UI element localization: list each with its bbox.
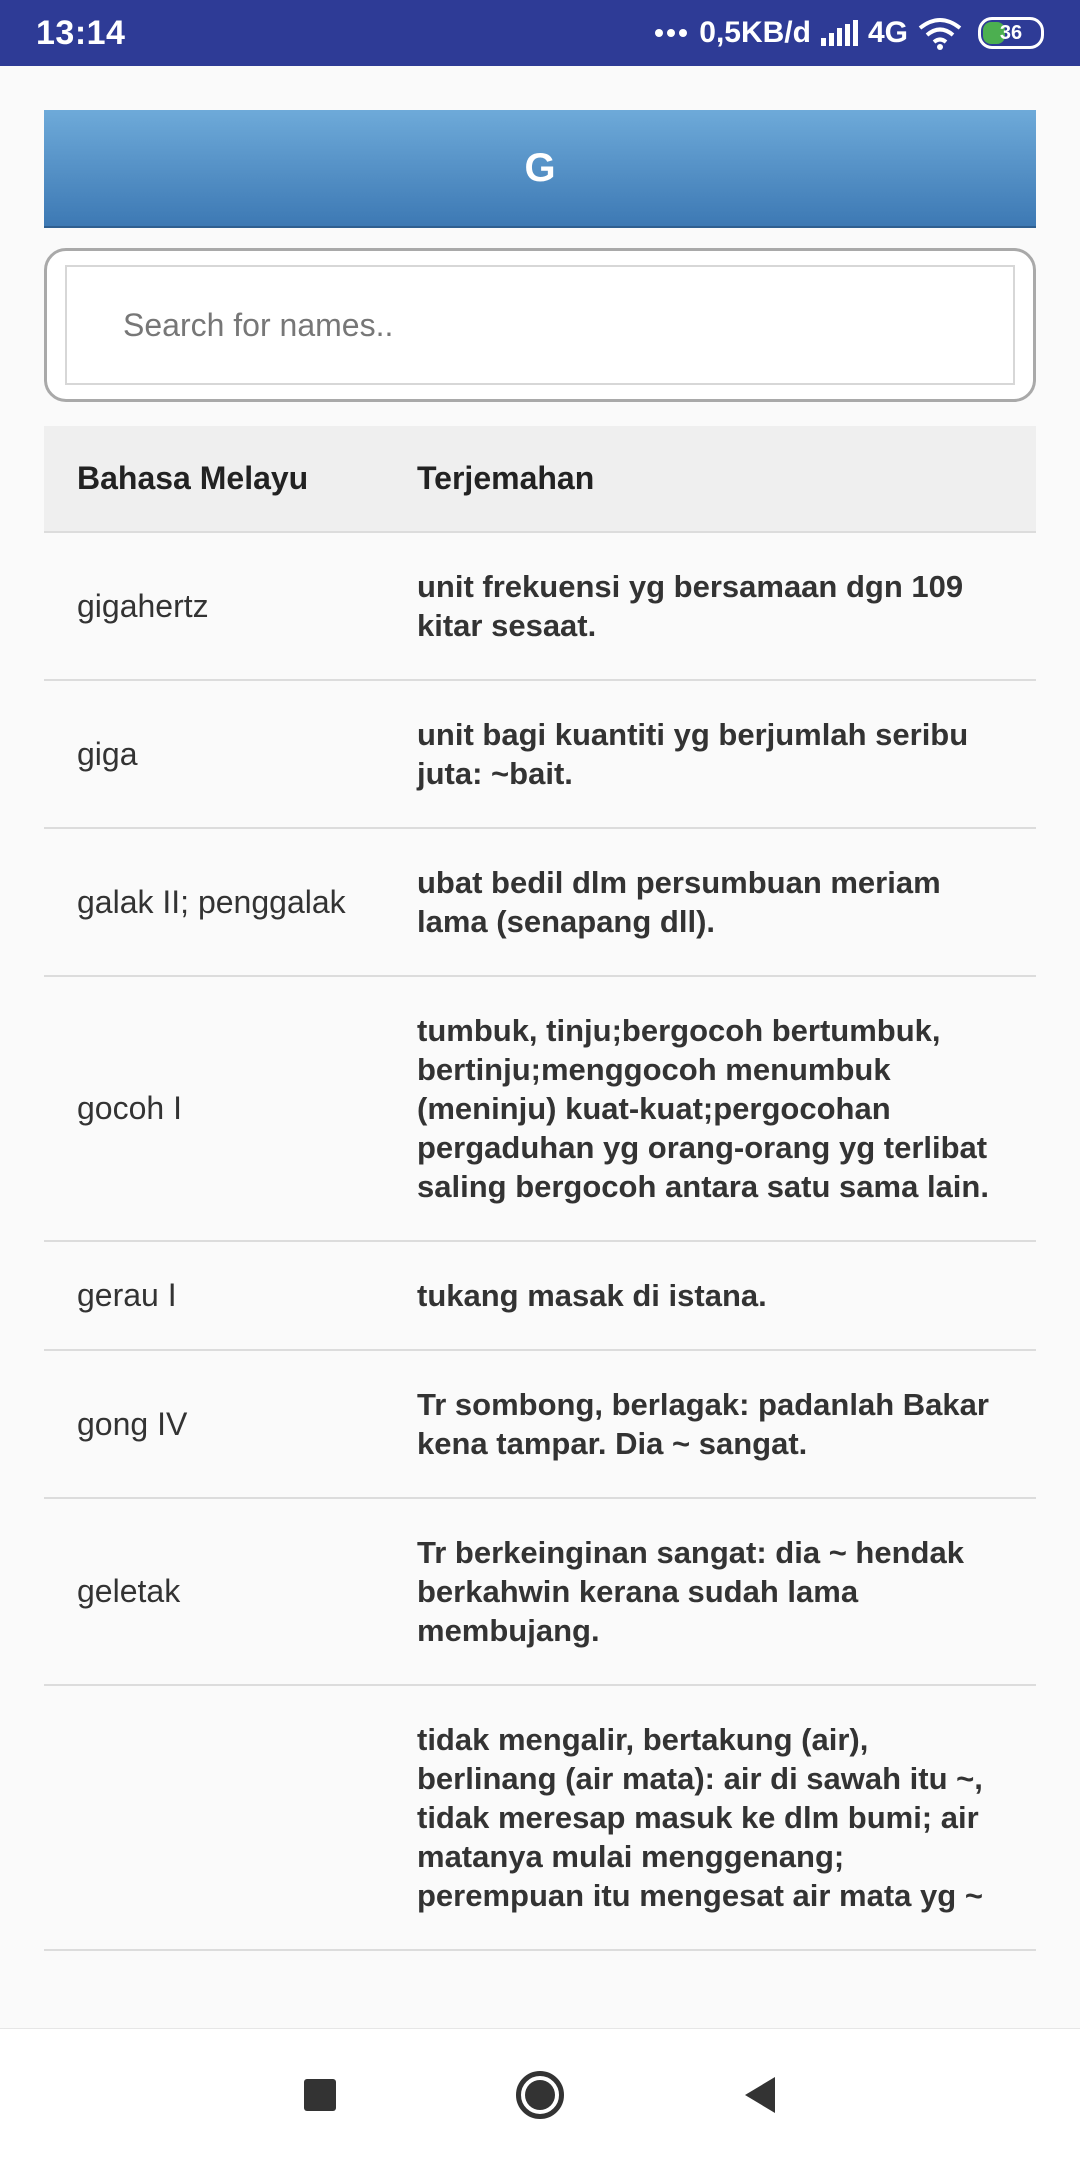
signal-icon: [821, 20, 858, 46]
table-row[interactable]: [44, 828, 1036, 976]
page-content: [0, 66, 1080, 2028]
navigation-bar: [0, 2028, 1080, 2160]
letter-header: [44, 110, 1036, 228]
meaning-cell: Tr sombong, berlagak: padanlah Bakar kena tampar. Dia ~ sangat.: [417, 1387, 989, 1461]
battery-level: 36: [999, 21, 1023, 44]
table-row[interactable]: [44, 1241, 1036, 1350]
back-triangle-icon: [745, 2077, 775, 2113]
square-icon: [304, 2079, 336, 2111]
word-cell: gong IV: [77, 1405, 188, 1442]
status-bar: [0, 0, 1080, 66]
status-indicators: [655, 16, 1044, 50]
word-cell: geletak: [77, 1573, 181, 1609]
more-notifications-icon: [655, 29, 687, 37]
search-container: [44, 248, 1036, 402]
word-cell: giga: [77, 735, 138, 772]
column-header-translation: Terjemahan: [417, 460, 595, 496]
table-row[interactable]: [44, 532, 1036, 680]
table-row[interactable]: [44, 1350, 1036, 1498]
meaning-cell: unit frekuensi yg bersamaan dgn 109 kitar sesaat.: [417, 569, 964, 643]
word-cell: gigahertz: [77, 587, 209, 624]
network-speed: 0,5KB/d: [699, 16, 811, 49]
back-button[interactable]: [725, 2060, 795, 2130]
letter-title: G: [524, 145, 556, 190]
search-input[interactable]: [65, 265, 1015, 385]
word-cell: galak II; penggalak: [77, 883, 346, 920]
table-row[interactable]: [44, 680, 1036, 828]
table-row[interactable]: [44, 1498, 1036, 1685]
table-header-row: [44, 426, 1036, 532]
wifi-icon: [918, 16, 962, 50]
battery-icon: [978, 17, 1044, 49]
status-time: 13:14: [36, 13, 126, 52]
meaning-cell: tukang masak di istana.: [417, 1278, 767, 1313]
dictionary-table: [44, 426, 1036, 1951]
network-type: 4G: [867, 16, 908, 49]
table-row[interactable]: [44, 1685, 1036, 1950]
meaning-cell: tumbuk, tinju;bergocoh bertumbuk, bertinju;menggocoh menumbuk (meninju) kuat-kuat;pergocohan pergaduhan yg orang-orang yg terlibat saling bergocoh antara satu sama lain.: [417, 1013, 989, 1204]
meaning-cell: tidak mengalir, bertakung (air), berlinang (air mata): air di sawah itu ~, tidak meresap masuk ke dlm bumi; air matanya mulai menggenang; perempuan itu mengesat air mata yg ~: [417, 1722, 983, 1913]
word-cell: [44, 1685, 417, 1950]
table-row[interactable]: [44, 976, 1036, 1241]
meaning-cell: ubat bedil dlm persumbuan meriam lama (senapang dll).: [417, 865, 941, 939]
meaning-cell: Tr berkeinginan sangat: dia ~ hendak berkahwin kerana sudah lama membujang.: [417, 1535, 964, 1648]
meaning-cell: unit bagi kuantiti yg berjumlah seribu juta: ~bait.: [417, 717, 969, 791]
home-circle-icon: [516, 2071, 564, 2119]
word-cell: gerau I: [77, 1277, 177, 1313]
home-button[interactable]: [505, 2060, 575, 2130]
column-header-malay: Bahasa Melayu: [77, 460, 309, 496]
word-cell: gocoh I: [77, 1090, 182, 1126]
recent-apps-button[interactable]: [285, 2060, 355, 2130]
